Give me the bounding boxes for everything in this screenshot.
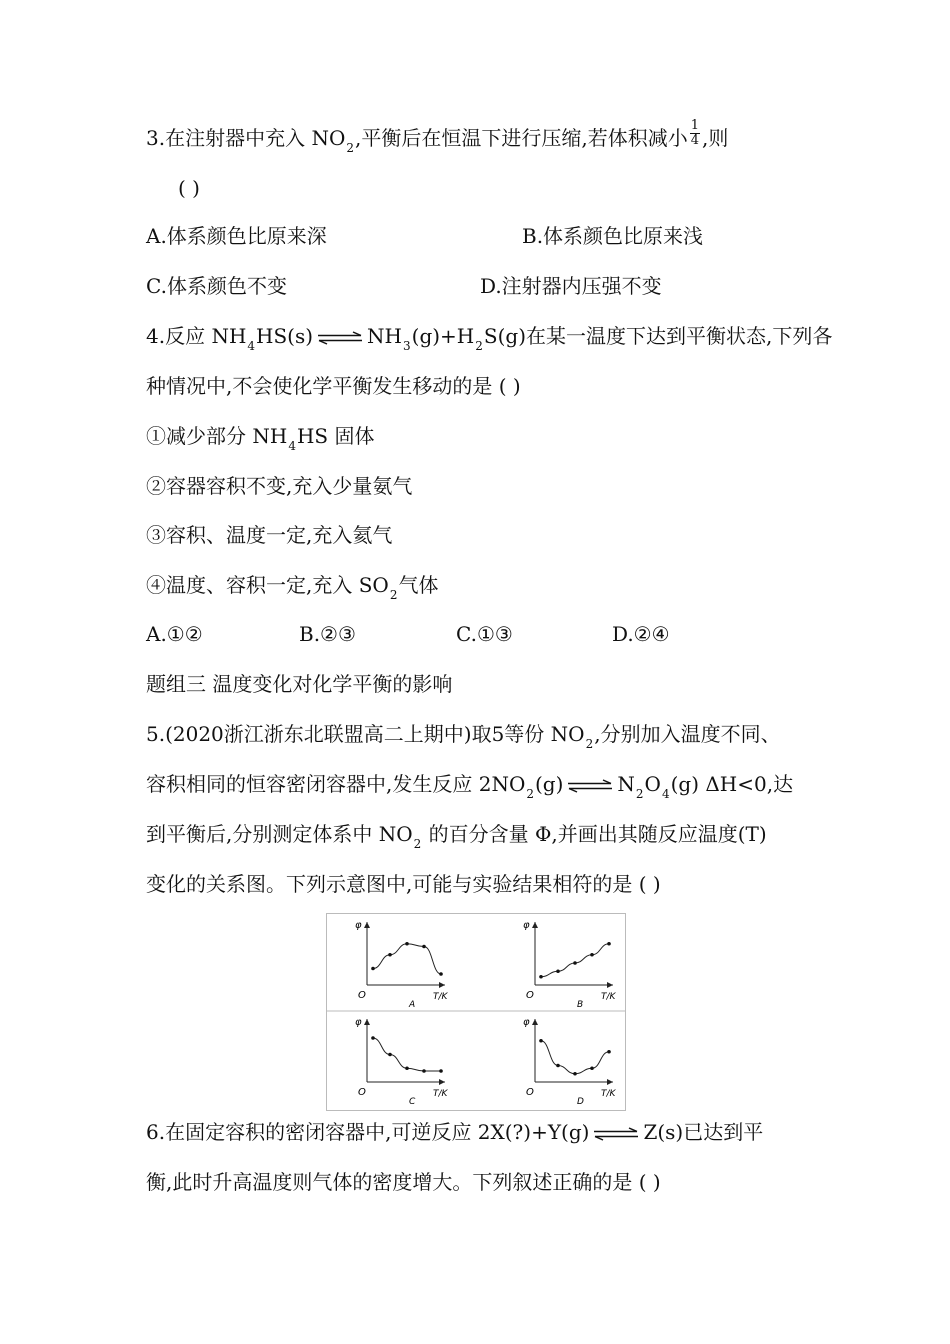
x-axis-label: T/K (433, 1089, 448, 1099)
q4-item-1: ①减少部分 $NH_4HS$ 固体 (146, 424, 375, 453)
data-point (573, 961, 577, 965)
x-axis-arrow-icon (439, 982, 445, 988)
origin-label: O (526, 1087, 534, 1098)
q3-option-a: A.体系颜色比原来深 (146, 224, 327, 248)
q4-stem: 4.反应 $NH_4HS(s)$ $NH_3(g)+H_2S(g)$在某一温度下达到平衡状态,下列各 (146, 324, 833, 353)
data-point (607, 1050, 611, 1054)
x-axis-arrow-icon (439, 1079, 445, 1085)
panel-label: B (577, 1000, 584, 1010)
q6-stem-line1: 6.在固定容积的密闭容器中,可逆反应 2X(?)+Y(g) Z(s)已达到平 (146, 1120, 764, 1144)
series-curve (373, 1038, 441, 1071)
data-point (422, 1069, 426, 1073)
q6-stem-line2: 衡,此时升高温度则气体的密度增大。下列叙述正确的是 ( ) (146, 1170, 661, 1194)
q4-item-2: ②容器容积不变,充入少量氨气 (146, 474, 413, 498)
y-axis-label: φ (355, 920, 362, 931)
q5-stem-line3: 到平衡后,分别测定体系中 $NO_2$ 的百分含量 Φ,并画出其随反应温度(T) (146, 822, 767, 851)
q4-item-3: ③容积、温度一定,充入氦气 (146, 523, 393, 547)
y-axis-label: φ (523, 1017, 530, 1028)
data-point (388, 1053, 392, 1057)
data-point (388, 953, 392, 957)
panel-label: C (409, 1097, 416, 1107)
q3-answer-paren: ( ) (178, 176, 200, 200)
origin-label: O (526, 990, 534, 1001)
y-axis-arrow-icon (532, 1019, 538, 1025)
data-point (405, 1066, 409, 1070)
data-point (371, 967, 375, 971)
data-point (556, 1064, 560, 1068)
data-point (539, 975, 543, 979)
q4-option-b: B.②③ (299, 622, 356, 646)
data-point (439, 1069, 443, 1073)
equilibrium-arrow-icon (593, 1127, 639, 1141)
data-point (556, 969, 560, 973)
q5-stem-line4: 变化的关系图。下列示意图中,可能与实验结果相符的是 ( ) (146, 872, 661, 896)
q3-option-c: C.体系颜色不变 (146, 274, 287, 298)
series-curve (373, 944, 441, 974)
q4-stem-line2: 种情况中,不会使化学平衡发生移动的是 ( ) (146, 374, 521, 398)
section-heading: 题组三 温度变化对化学平衡的影响 (146, 672, 453, 696)
phi-vs-temperature-figure (326, 913, 626, 1111)
y-axis-arrow-icon (532, 922, 538, 928)
y-axis-label: φ (355, 1017, 362, 1028)
y-axis-arrow-icon (364, 922, 370, 928)
q4-option-a: A.①② (146, 622, 203, 646)
origin-label: O (358, 1087, 366, 1098)
q3-option-d: D.注射器内压强不变 (480, 274, 662, 298)
y-axis-arrow-icon (364, 1019, 370, 1025)
data-point (422, 945, 426, 949)
x-axis-arrow-icon (607, 982, 613, 988)
q5-stem-line2: 容积相同的恒容密闭容器中,发生反应 $2NO_2(g)$ $N_2O_4(g)$ ΔH<0,达 (146, 772, 794, 801)
equilibrium-arrow-icon (567, 779, 613, 793)
panel-label: D (577, 1097, 584, 1107)
series-curve (541, 944, 609, 977)
graphs-svg (327, 914, 625, 1110)
q3-option-b: B.体系颜色比原来浅 (522, 224, 704, 248)
panel-label: A (409, 1000, 416, 1010)
equilibrium-arrow-icon (317, 331, 363, 345)
data-point (590, 953, 594, 957)
series-curve (541, 1041, 609, 1074)
data-point (573, 1072, 577, 1076)
q5-stem-line1: 5.(2020浙江浙东北联盟高二上期中)取5等份 $NO_2$,分别加入温度不同、 (146, 722, 781, 751)
x-axis-label: T/K (601, 992, 616, 1002)
x-axis-label: T/K (433, 992, 448, 1002)
origin-label: O (358, 990, 366, 1001)
q4-option-c: C.①③ (456, 622, 513, 646)
x-axis-label: T/K (601, 1089, 616, 1099)
q3-stem: 3.在注射器中充入 $NO_2$,平衡后在恒温下进行压缩,若体积减小 $\frac{1}{4}$ ,则 (146, 118, 729, 155)
data-point (405, 942, 409, 946)
data-point (371, 1036, 375, 1040)
y-axis-label: φ (523, 920, 530, 931)
data-point (590, 1066, 594, 1070)
q4-option-d: D.②④ (612, 622, 670, 646)
data-point (539, 1039, 543, 1043)
data-point (607, 942, 611, 946)
x-axis-arrow-icon (607, 1079, 613, 1085)
q4-item-4: ④温度、容积一定,充入 $SO_2$气体 (146, 573, 439, 602)
fraction: $\frac{1}{4}$ (690, 118, 699, 148)
data-point (439, 972, 443, 976)
